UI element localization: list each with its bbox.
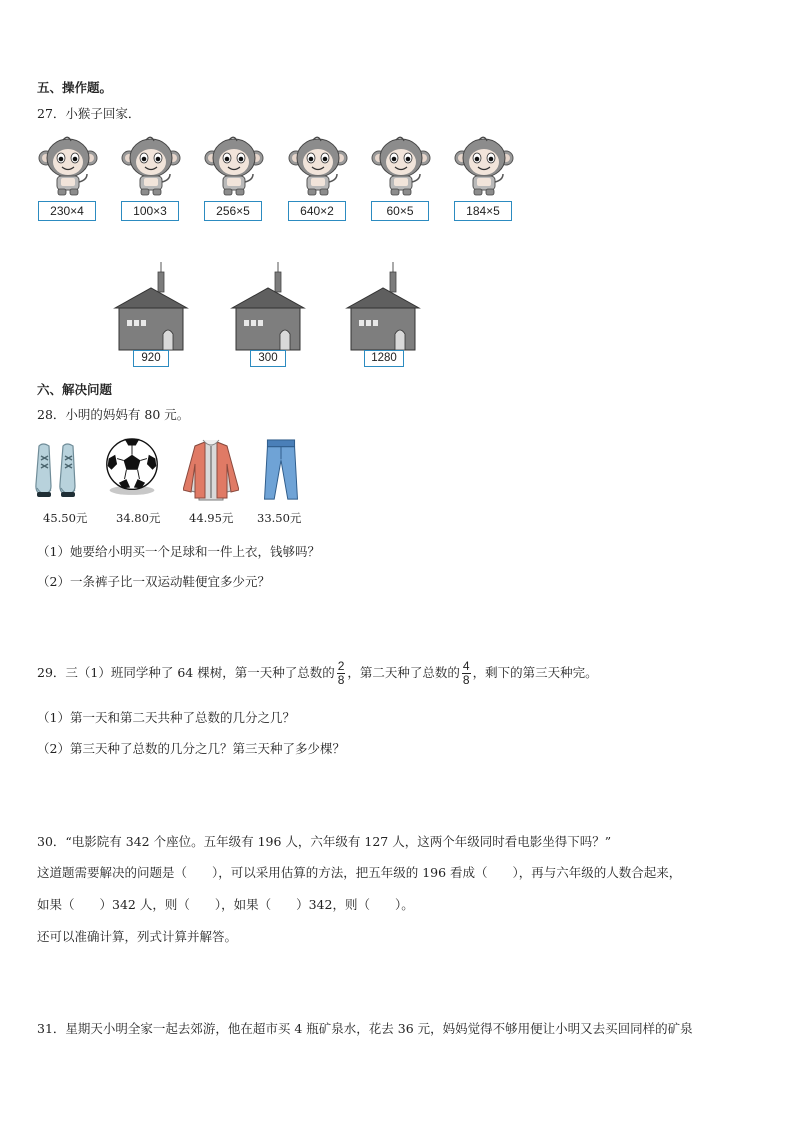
question-29-stem	[37, 660, 598, 687]
fraction-denominator: 8	[337, 673, 345, 687]
item-price: 33.50元	[257, 511, 302, 525]
monkey-icon	[37, 136, 99, 198]
question-30-line1: 30．“电影院有 342 个座位。五年级有 196 人，六年级有 127 人，这两个年级同时看电影坐得下吗？”	[37, 834, 612, 849]
pants-icon	[253, 438, 309, 502]
question-28-sub2: （2）一条裤子比一双运动鞋便宜多少元？	[37, 574, 270, 589]
fraction-numerator: 4	[462, 659, 470, 673]
monkey-icon	[453, 136, 515, 198]
question-31-line1: 31．星期天小明全家一起去郊游，他在超市买 4 瓶矿泉水，花去 36 元，妈妈觉得不够用便让小明又去买回同样的矿泉	[37, 1021, 693, 1036]
question-30-line3: 如果（ ）342 人，则（ ），如果（ ）342，则（ ）。	[37, 897, 414, 912]
question-29-text-c: ，剩下的第三天种完。	[472, 665, 598, 680]
expression-box: 100×3	[121, 201, 179, 221]
section-heading-6: 六、解决问题	[37, 382, 113, 397]
expression-box: 256×5	[204, 201, 262, 221]
expression-box: 230×4	[38, 201, 96, 221]
monkey-icon	[120, 136, 182, 198]
question-30-line4: 还可以准确计算，列式计算并解答。	[37, 929, 238, 944]
question-29-sub2: （2）第三天种了总数的几分之几？第三天种了多少棵？	[37, 741, 345, 756]
section-heading-5: 五、操作题。	[37, 80, 113, 95]
house-icon	[113, 262, 189, 352]
soccer-ball-icon	[104, 434, 160, 498]
expression-box: 184×5	[454, 201, 512, 221]
question-29-text-b: ，第二天种了总数的	[347, 665, 460, 680]
question-28-stem: 28．小明的妈妈有 80 元。	[37, 407, 190, 422]
jacket-icon	[183, 438, 239, 502]
house-icon	[345, 262, 421, 352]
question-29-sub1: （1）第一天和第二天共种了总数的几分之几？	[37, 710, 295, 725]
expression-box: 60×5	[371, 201, 429, 221]
monkey-icon	[370, 136, 432, 198]
house-number-box: 1280	[364, 350, 404, 367]
item-price: 44.95元	[189, 511, 234, 525]
question-30-line2: 这道题需要解决的问题是（ ），可以采用估算的方法，把五年级的 196 看成（ ），再与六年级的人数合起来，	[37, 865, 682, 880]
monkey-icon	[287, 136, 349, 198]
question-29-text-a: 29．三（1）班同学种了 64 棵树，第一天种了总数的	[37, 665, 335, 680]
item-price: 34.80元	[116, 511, 161, 525]
house-number-box: 300	[250, 350, 286, 367]
question-28-sub1: （1）她要给小明买一个足球和一件上衣，钱够吗？	[37, 544, 320, 559]
fraction-two-eighths	[337, 660, 346, 687]
house-number-box: 920	[133, 350, 169, 367]
monkey-icon	[203, 136, 265, 198]
expression-box: 640×2	[288, 201, 346, 221]
item-price: 45.50元	[43, 511, 88, 525]
fraction-denominator: 8	[462, 673, 470, 687]
house-icon	[230, 262, 306, 352]
question-27-stem: 27．小猴子回家．	[37, 106, 141, 121]
fraction-numerator: 2	[337, 659, 345, 673]
sneakers-icon	[33, 438, 89, 502]
fraction-four-eighths	[462, 660, 471, 687]
